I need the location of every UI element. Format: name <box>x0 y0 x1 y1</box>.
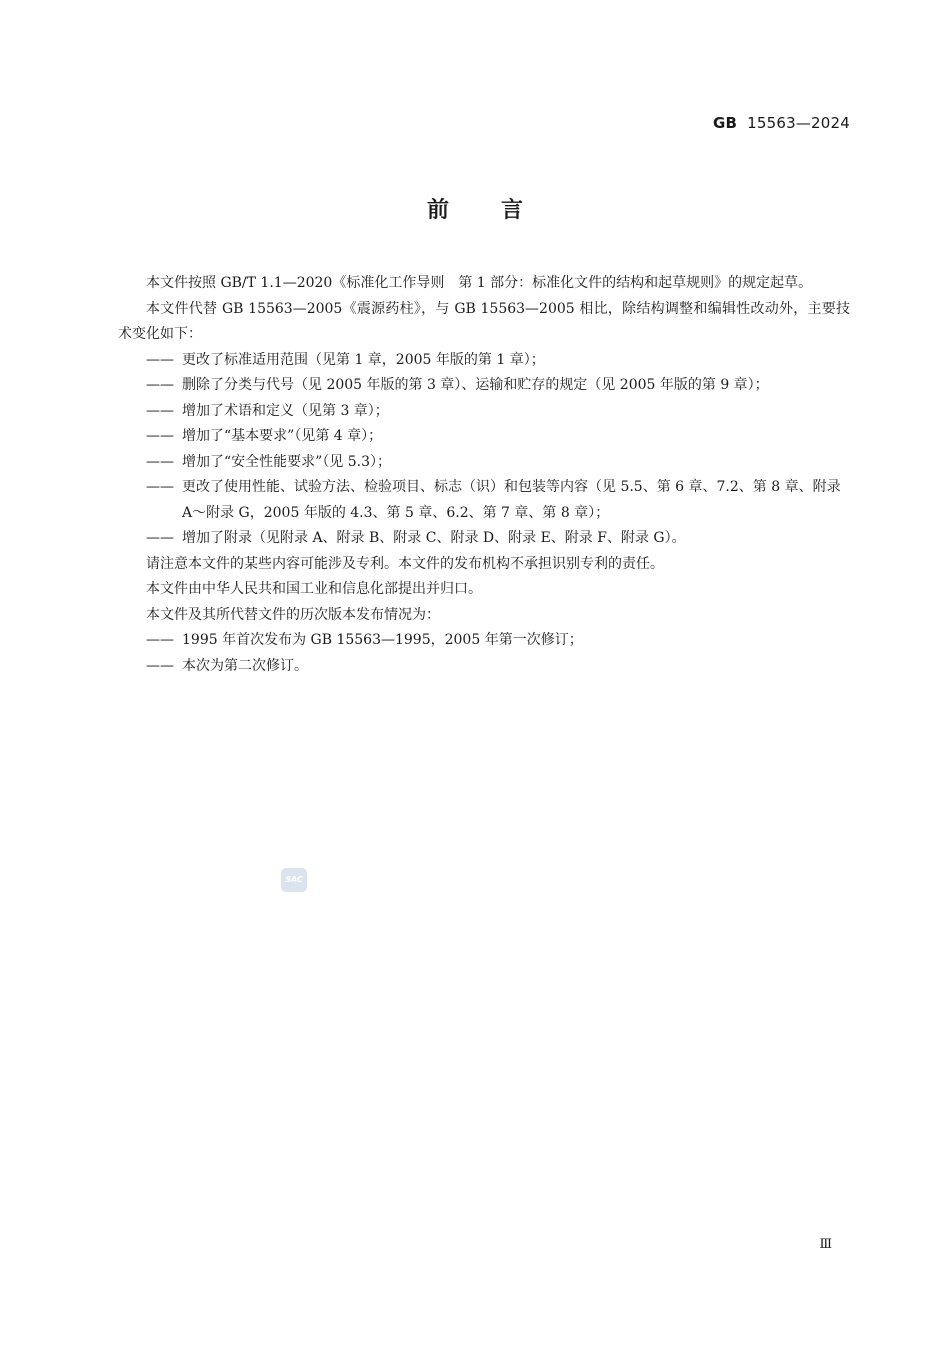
sac-watermark-logo <box>281 868 307 892</box>
foreword-body <box>118 271 850 679</box>
list-item <box>118 526 850 552</box>
list-dash: —— <box>146 657 174 674</box>
list-item <box>118 450 850 476</box>
watermark-text: SAC <box>285 875 303 884</box>
list-item <box>118 654 850 680</box>
list-dash: —— <box>146 351 174 368</box>
standard-code <box>713 114 850 132</box>
list-dash: —— <box>146 402 174 419</box>
list-item-text: 更改了使用性能、试验方法、检验项目、标志（识）和包装等内容（见 5.5、第 6 章、7.2、第 8 章、附录 A～附录 G，2005 年版的 4.3、第 5 章、6.2、第 7 章、第 8 章）； <box>182 479 841 521</box>
paragraph: 本文件及其所代替文件的历次版本发布情况为： <box>146 606 440 623</box>
list-dash: —— <box>146 428 174 444</box>
paragraph: 本文件由中华人民共和国工业和信息化部提出并归口。 <box>146 581 482 597</box>
list-item <box>118 399 850 425</box>
paragraph: 本文件按照 GB/T 1.1—2020《标准化工作导则 第 1 部分：标准化文件的结构和起草规则》的规定起草。 <box>146 275 813 291</box>
list-dash: —— <box>146 632 174 648</box>
list-dash: —— <box>146 479 174 495</box>
list-dash: —— <box>146 377 174 393</box>
list-dash: —— <box>146 453 174 470</box>
list-item-text: 1995 年首次发布为 GB 15563—1995，2005 年第一次修订； <box>182 632 583 648</box>
list-item-text: 增加了附录（见附录 A、附录 B、附录 C、附录 D、附录 E、附录 F、附录 G）。 <box>182 530 686 546</box>
list-item <box>118 475 850 526</box>
list-item <box>118 373 850 399</box>
list-item-text: 更改了标准适用范围（见第 1 章，2005 年版的第 1 章）； <box>182 351 545 368</box>
list-item-text: 本次为第二次修订。 <box>182 657 308 674</box>
section-title: 前言 <box>426 198 575 223</box>
list-item-text: 增加了“基本要求”（见第 4 章）； <box>182 428 383 444</box>
standard-prefix: GB <box>713 114 738 132</box>
list-item-text: 增加了“安全性能要求”（见 5.3）； <box>182 453 392 470</box>
list-item <box>118 424 850 450</box>
paragraph: 请注意本文件的某些内容可能涉及专利。本文件的发布机构不承担识别专利的责任。 <box>146 555 664 572</box>
list-dash: —— <box>146 530 174 546</box>
list-item <box>118 348 850 374</box>
standard-number: 15563—2024 <box>747 114 850 132</box>
paragraph: 本文件代替 GB 15563—2005《震源药柱》，与 GB 15563—2005 相比，除结构调整和编辑性改动外，主要技术变化如下： <box>118 300 850 342</box>
page-number: Ⅲ <box>819 1237 832 1252</box>
list-item-text: 删除了分类与代号（见 2005 年版的第 3 章）、运输和贮存的规定（见 2005 年版的第 9 章）； <box>182 377 769 393</box>
list-item <box>118 628 850 654</box>
list-item-text: 增加了术语和定义（见第 3 章）； <box>182 402 389 419</box>
